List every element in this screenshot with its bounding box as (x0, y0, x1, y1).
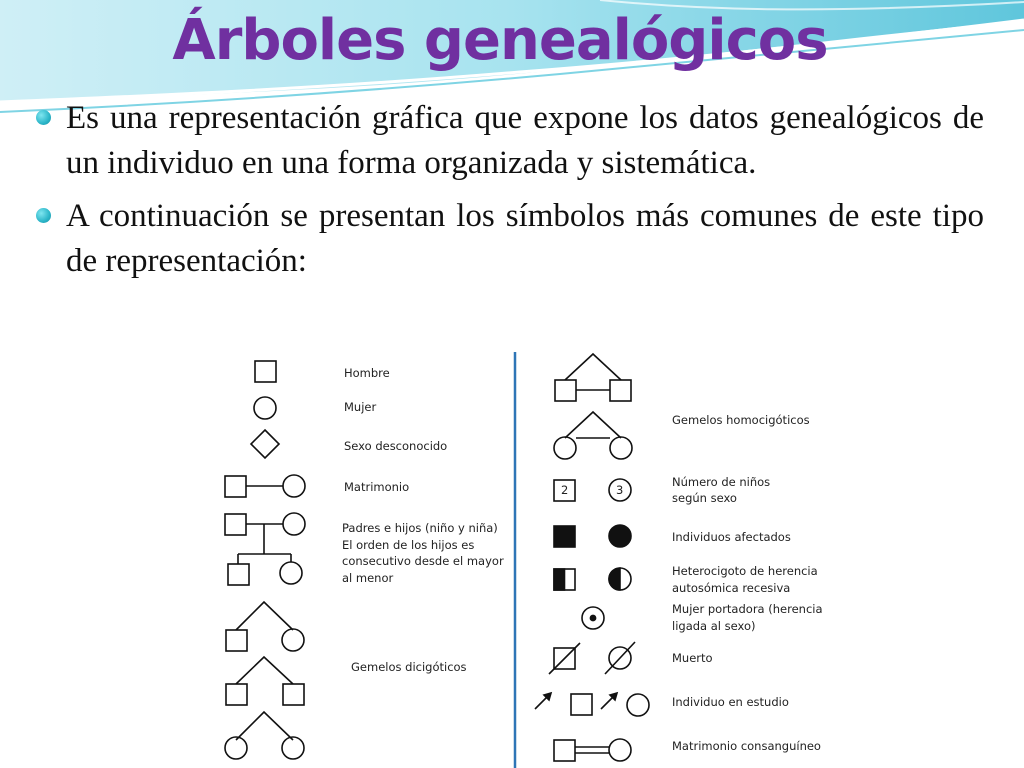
male-square-icon (255, 361, 276, 382)
pedigree-symbols-panel (217, 352, 823, 768)
label-sexo-desconocido: Sexo desconocido (344, 439, 448, 453)
label-heterocigoto: autosómica recesiva (672, 581, 791, 595)
bullet-text: Es una representación gráfica que expone los datos genealógicos de un individuo en una forma organizada y sistemática. (66, 100, 984, 181)
proband-icon (535, 693, 649, 716)
monozygotic-twins-icon (554, 354, 632, 459)
label-padres-hijos: al menor (342, 571, 394, 585)
carrier-female-icon (582, 607, 604, 629)
label-mujer: Mujer (344, 400, 377, 414)
bullet-item (34, 96, 984, 186)
label-mujer-portadora: ligada al sexo) (672, 619, 756, 633)
label-individuo-estudio: Individuo en estudio (672, 695, 789, 709)
label-matrimonio-consanguineo: Matrimonio consanguíneo (672, 739, 821, 753)
unknown-sex-diamond-icon (251, 430, 279, 458)
dizygotic-twins-icon (225, 602, 304, 759)
heterozygote-icon (554, 568, 631, 590)
bullet-list (34, 96, 984, 292)
label-padres-hijos: El orden de los hijos es (342, 538, 475, 552)
female-circle-icon (254, 397, 276, 419)
label-mujer-portadora: Mujer portadora (herencia (672, 602, 823, 616)
label-individuos-afectados: Individuos afectados (672, 530, 791, 544)
label-numero-ninos: según sexo (672, 491, 737, 505)
label-heterocigoto: Heterocigoto de herencia (672, 564, 818, 578)
label-gemelos-dicigoticos: Gemelos dicigóticos (351, 660, 467, 674)
label-hombre: Hombre (344, 366, 390, 380)
label-gemelos-homocigoticos: Gemelos homocigóticos (672, 413, 810, 427)
number-circle-value: 3 (616, 483, 624, 497)
label-numero-ninos: Número de niños (672, 475, 771, 489)
bullet-dot-icon (36, 110, 51, 125)
number-square-value: 2 (561, 483, 569, 497)
label-padres-hijos: Padres e hijos (niño y niña) (342, 521, 498, 535)
label-padres-hijos: consecutivo desde el mayor (342, 554, 504, 568)
consanguineous-marriage-icon (554, 739, 631, 761)
slide-title: Árboles genealógicos (172, 8, 828, 73)
deceased-icon (549, 642, 635, 674)
bullet-dot-icon (36, 208, 51, 223)
parents-children-icon (225, 513, 305, 585)
marriage-icon (225, 475, 305, 497)
affected-female-icon (609, 525, 631, 547)
bullet-text: A continuación se presentan los símbolos más comunes de este tipo de representación: (66, 198, 984, 279)
bullet-item (34, 194, 984, 284)
label-matrimonio: Matrimonio (344, 480, 410, 494)
label-muerto: Muerto (672, 651, 713, 665)
affected-male-icon (554, 526, 575, 547)
